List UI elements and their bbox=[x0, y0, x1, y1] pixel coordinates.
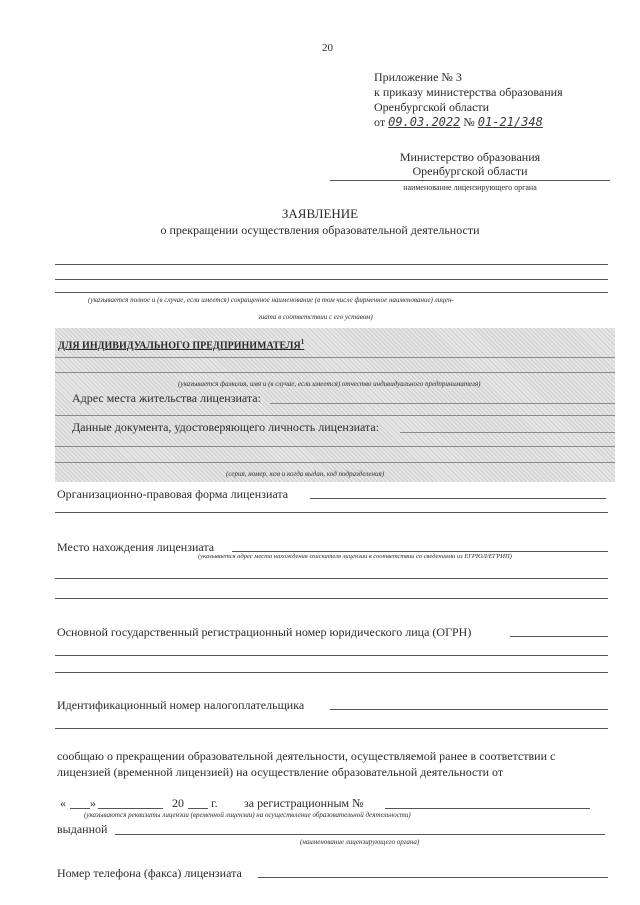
entrepreneur-heading: ДЛЯ ИНДИВИДУАЛЬНОГО ПРЕДПРИНИМАТЕЛЯ$^1$ bbox=[58, 338, 305, 352]
name-line-1[interactable] bbox=[55, 264, 608, 265]
ogrn-label: Основной государственный регистрационный номер юридического лица (ОГРН) bbox=[57, 625, 472, 639]
close-quote: » bbox=[90, 796, 96, 810]
inn-line-1[interactable] bbox=[330, 709, 608, 710]
month-field[interactable] bbox=[98, 808, 163, 809]
ogrn-line-2[interactable] bbox=[55, 655, 608, 656]
org-form-line-2[interactable] bbox=[55, 512, 608, 513]
footnote-mark: 1 bbox=[300, 338, 305, 346]
document-subtitle: о прекращении осуществления образовательной деятельности bbox=[160, 223, 480, 237]
location-label: Место нахождения лицензиата bbox=[57, 540, 215, 554]
fio-line-1[interactable] bbox=[55, 357, 615, 358]
notice-line-2: лицензией (временной лицензией) на осуществление образовательной деятельности от bbox=[57, 765, 504, 779]
appendix-line-3: Оренбургской области bbox=[374, 100, 490, 114]
license-caption: (указываются реквизиты лицензии (временной лицензии) на осуществление образовательной деятельности) bbox=[84, 811, 411, 819]
name-caption-2: зиата в соответствии с его уставом) bbox=[258, 313, 373, 321]
authority-caption: наименование лицензирующего органа bbox=[403, 183, 537, 192]
inn-label: Идентификационный номер налогоплательщика bbox=[57, 698, 305, 712]
name-line-3[interactable] bbox=[55, 292, 608, 293]
appendix-line-1: Приложение № 3 bbox=[374, 70, 462, 84]
issued-field[interactable] bbox=[115, 834, 605, 835]
location-caption: (указывается адрес места нахождения соискателя лицензии в соответствии со сведениями из ЕГРЮЛ/ЕГРИП) bbox=[198, 553, 512, 560]
name-caption-1: (указывается полное и (в случае, если имеется) сокращенное наименование (в том числе фирменное наименование) лицен- bbox=[88, 296, 454, 304]
fio-line-2[interactable] bbox=[55, 372, 615, 373]
date-prefix: от bbox=[374, 115, 386, 129]
inn-line-2[interactable] bbox=[55, 728, 608, 729]
issued-caption: (наименование лицензирующего органа) bbox=[300, 838, 420, 846]
address-line-2[interactable] bbox=[55, 415, 615, 416]
notice-line-1: сообщаю о прекращении образовательной деятельности, осуществляемой ранее в соответствии с bbox=[57, 749, 556, 763]
org-form-line-1[interactable] bbox=[310, 498, 606, 499]
number-prefix: № bbox=[463, 115, 475, 129]
day-field[interactable] bbox=[70, 808, 90, 809]
phone-label: Номер телефона (факса) лицензиата bbox=[57, 866, 242, 880]
authority-underline bbox=[330, 180, 610, 181]
document-caption: (серия, номер, кем и когда выдан, код подразделения) bbox=[226, 470, 385, 478]
document-line-3[interactable] bbox=[55, 462, 615, 463]
location-line-2[interactable] bbox=[55, 578, 608, 579]
authority-line-1: Министерство образования bbox=[399, 150, 541, 164]
phone-field[interactable] bbox=[258, 877, 608, 878]
location-line-3[interactable] bbox=[55, 598, 608, 599]
ogrn-line-1[interactable] bbox=[510, 636, 608, 637]
notice-text bbox=[57, 748, 612, 780]
handwritten-number: 01-21/348 bbox=[477, 115, 543, 129]
reg-number-field[interactable] bbox=[385, 808, 590, 809]
location-line-1[interactable] bbox=[232, 551, 608, 552]
document-title: ЗАЯВЛЕНИЕ bbox=[281, 206, 359, 221]
document-line-1[interactable] bbox=[400, 432, 615, 433]
page-number: 20 bbox=[322, 42, 333, 54]
year-field[interactable] bbox=[188, 808, 208, 809]
handwritten-date: 09.03.2022 bbox=[388, 115, 461, 129]
issued-label: выданной bbox=[57, 822, 108, 836]
address-label: Адрес места жительства лицензиата: bbox=[72, 391, 261, 405]
authority-line-2: Оренбургской области bbox=[412, 164, 528, 178]
name-line-2[interactable] bbox=[55, 279, 608, 280]
appendix-line-2: к приказу министерства образования bbox=[374, 85, 563, 99]
document-label: Данные документа, удостоверяющего личность лицензиата: bbox=[72, 420, 380, 434]
authority-block bbox=[330, 150, 610, 178]
org-form-label: Организационно-правовая форма лицензиата bbox=[57, 487, 289, 501]
ogrn-line-3[interactable] bbox=[55, 672, 608, 673]
address-line-1[interactable] bbox=[270, 403, 615, 404]
reg-number-label: за регистрационным № bbox=[244, 796, 364, 810]
year-prefix: 20 bbox=[172, 796, 184, 810]
fio-caption: (указывается фамилия, имя и (в случае, если имеется) отчество индивидуального предпринимателя) bbox=[178, 380, 481, 388]
document-line-2[interactable] bbox=[55, 446, 615, 447]
year-suffix: г. bbox=[211, 796, 218, 810]
open-quote: « bbox=[60, 796, 66, 810]
appendix-block bbox=[374, 70, 563, 130]
appendix-date-row bbox=[374, 115, 563, 130]
